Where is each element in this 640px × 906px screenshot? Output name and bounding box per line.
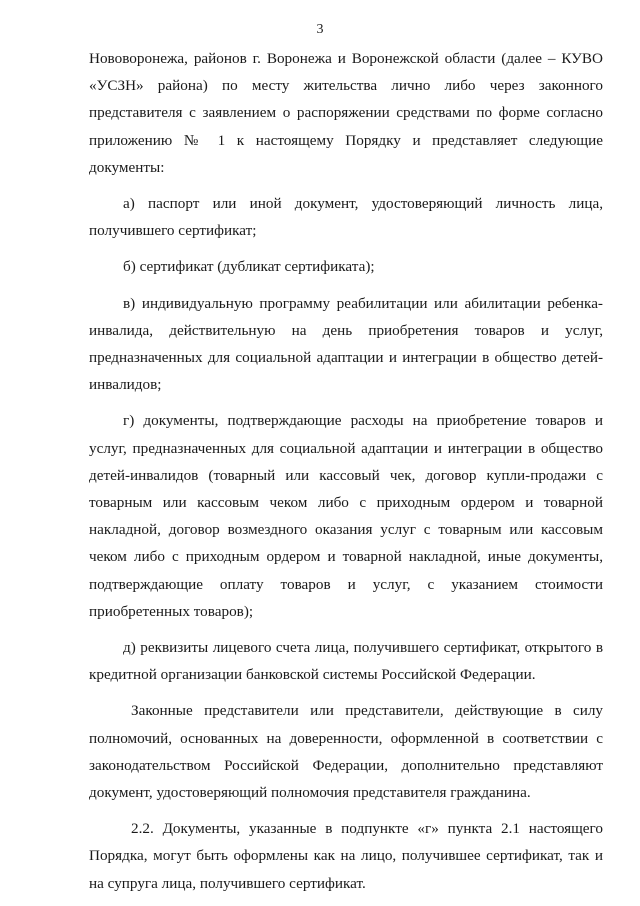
list-item-d-account-details: д) реквизиты лицевого счета лица, получившего сертификат, открытого в кредитной организации банковской системы Российской Федерации. [89,639,603,684]
list-item-g-expense-documents: г) документы, подтверждающие расходы на приобретение товаров и услуг, предназначенных для социальной адаптации и интеграции в общество детей-инвалидов (товарный или кассовый чек, договор купли-продажи с товарным или кассовым чеком либо с приходным ордером и товарной накладной, договор возмездного оказания услуг с товарным или кассовым чеком либо с приходным ордером и товарной накладной, иные документы, подтверждающие оплату товаров и услуг, с указанием стоимости приобретенных товаров); [89,412,603,620]
page-number: 3 [316,22,324,37]
list-item-v-rehabilitation-program: в) индивидуальную программу реабилитации или абилитации ребенка-инвалида, действительную на день приобретения товаров и услуг, предназначенных для социальной адаптации и интеграции в общество детей-инвалидов; [89,294,603,394]
paragraph-legal-representatives: Законные представители или представители, действующие в силу полномочий, основанных на доверенности, оформленной в соответствии с законодательством Российской Федерации, дополнительно представляют документ, удостоверяющий полномочия представителя гражданина. [89,702,603,802]
list-item-b-certificate: б) сертификат (дубликат сертификата); [123,258,375,276]
list-item-a-passport: а) паспорт или иной документ, удостоверяющий личность лица, получившего сертификат; [89,195,603,240]
paragraph-section-2-2: 2.2. Документы, указанные в подпункте «г» пункта 2.1 настоящего Порядка, могут быть оформлены как на лицо, получившее сертификат, так и на супруга лица, получившего сертификат. [89,820,603,892]
paragraph-intro-continuation: Нововоронежа, районов г. Воронежа и Воронежской области (далее – КУВО «УСЗН» района) по месту жительства лично либо через законного представителя с заявлением о распоряжении средствами по форме согласно приложению № 1 к настоящему Порядку и представляет следующие документы: [89,50,603,176]
document-body [89,45,603,906]
